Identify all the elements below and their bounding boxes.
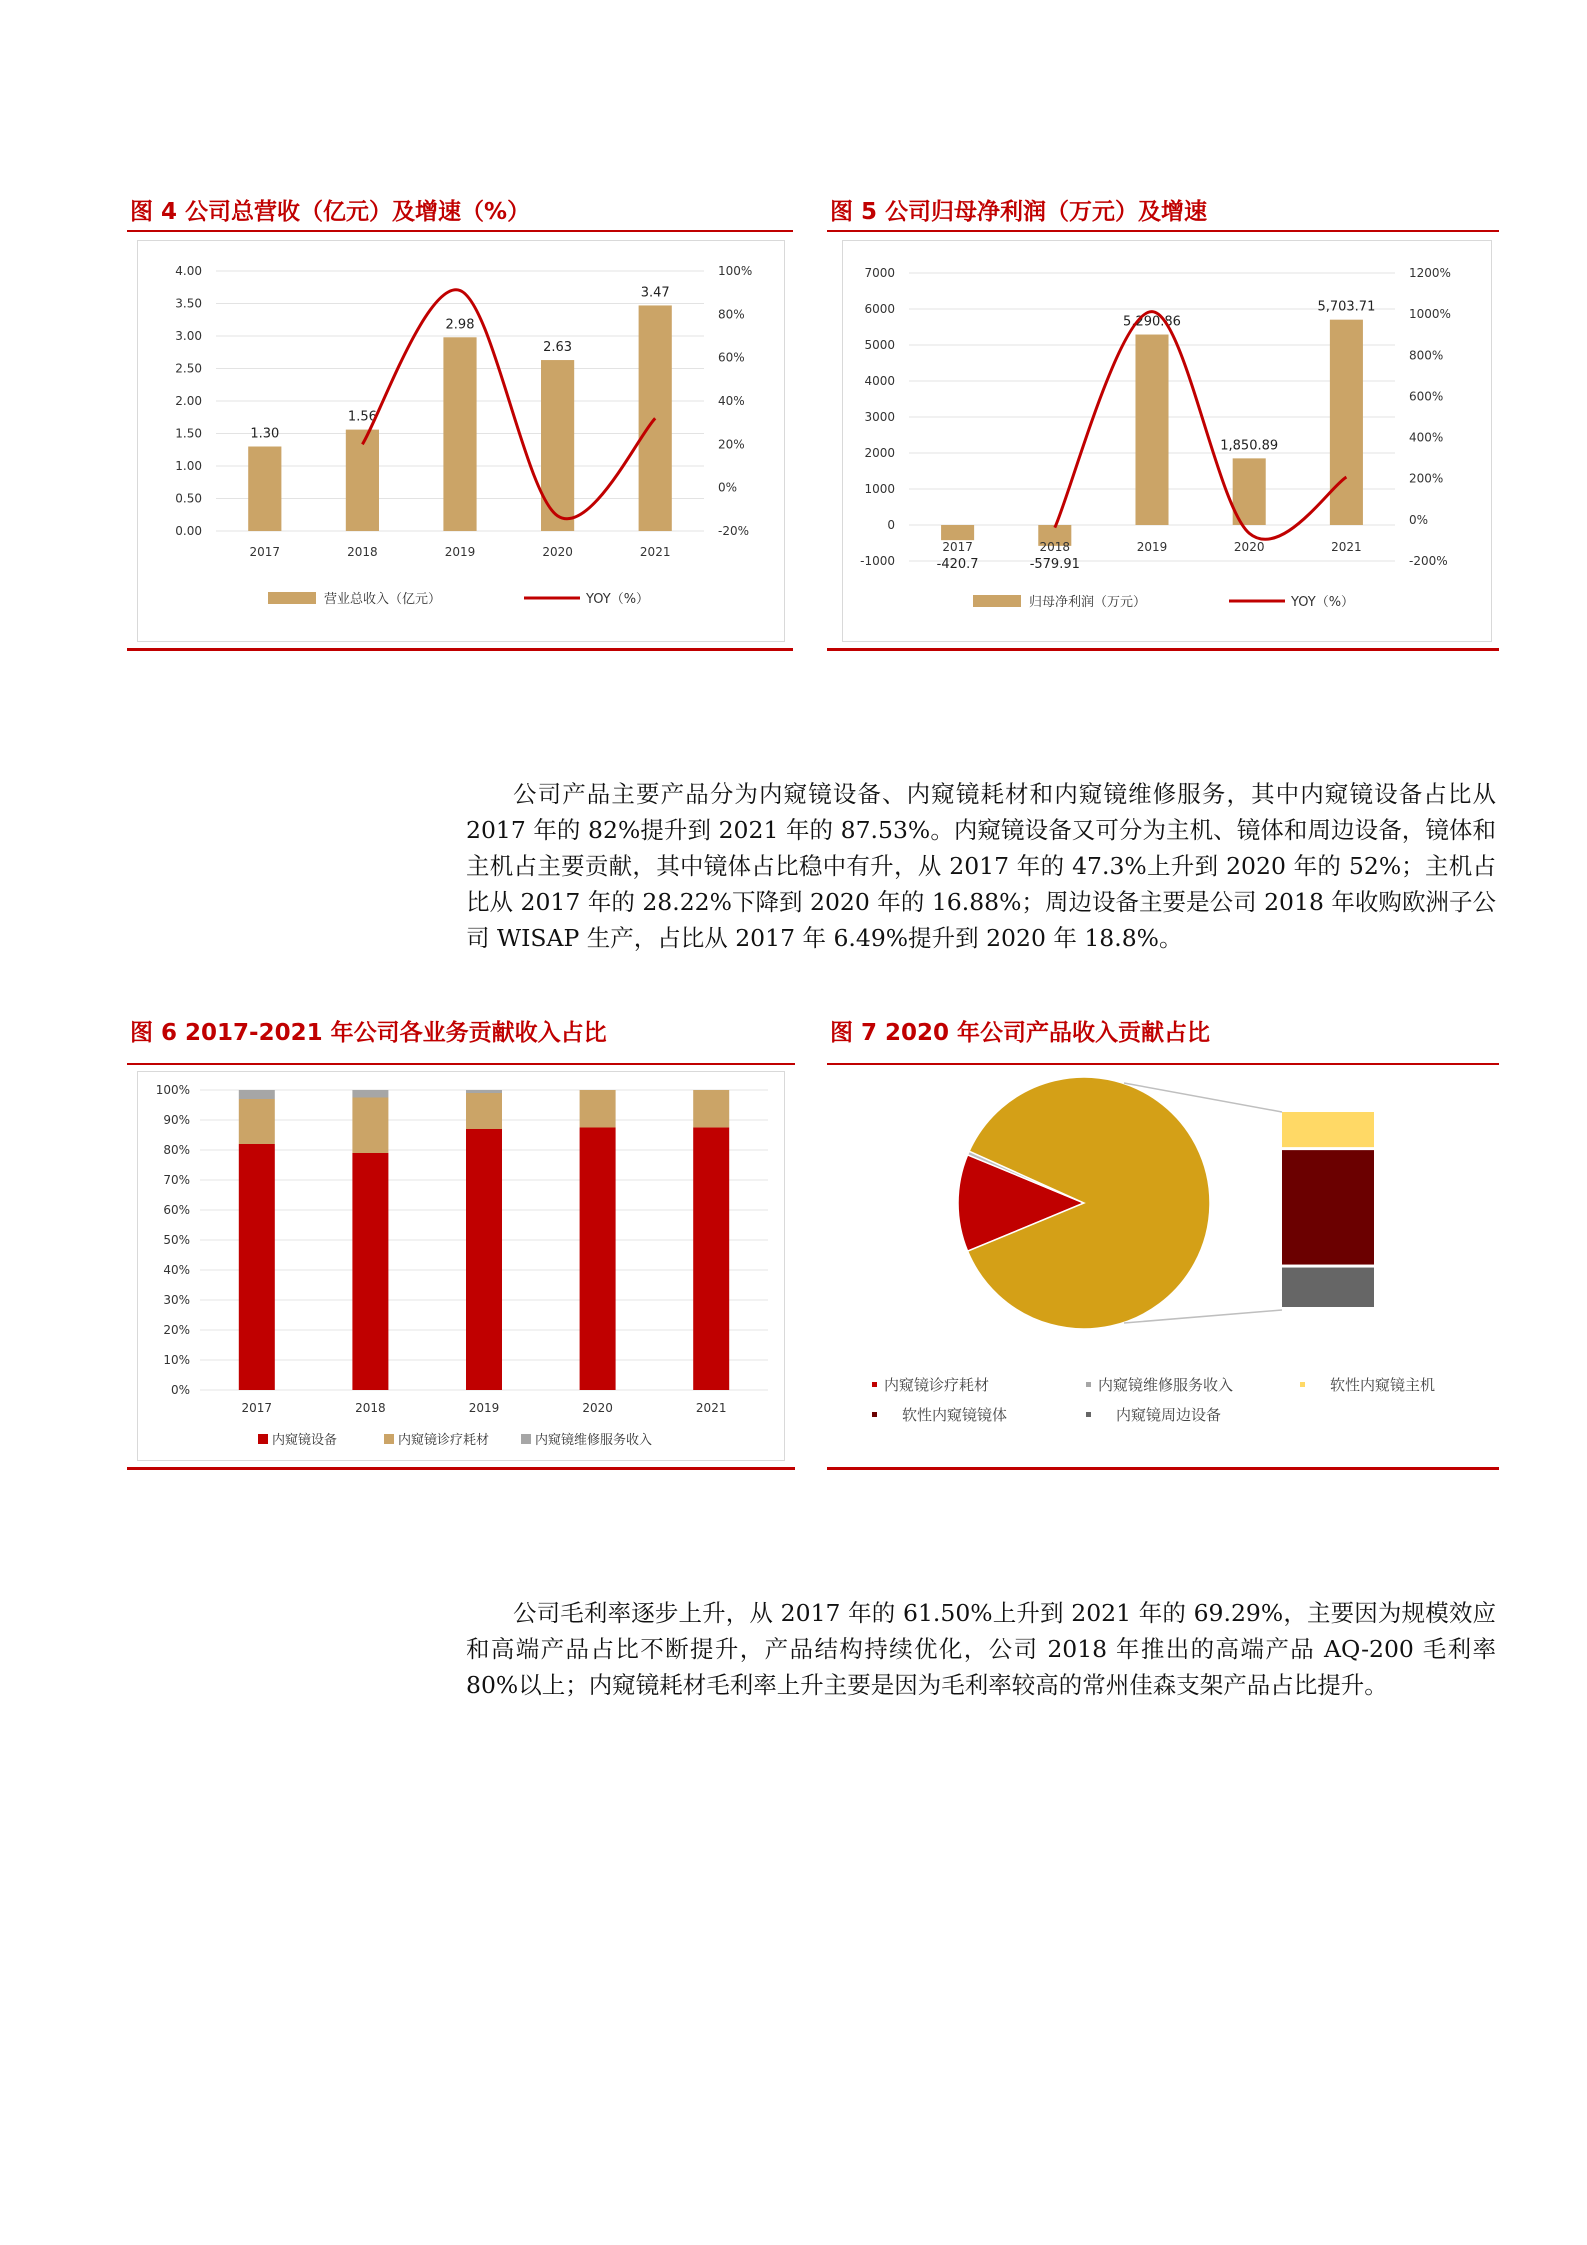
fig6-bar-segment (580, 1090, 616, 1128)
fig7-legend-label: 软性内窥镜镜体 (902, 1406, 1008, 1424)
fig4-y2-tick: 80% (718, 307, 745, 322)
fig5-y2-tick: 600% (1409, 389, 1444, 404)
fig6-legend-swatch (258, 1434, 268, 1444)
fig5-y2-tick: 400% (1409, 430, 1444, 445)
paragraph-2-text: 公司毛利率逐步上升，从 2017 年的 61.50%上升到 2021 年的 69.29%，主要因为规模效应和高端产品占比不断提升，产品结构持续优化，公司 2018 年推出的高端产品 AQ-200 毛利率 80%以上；内窥镜耗材毛利率上升主要是因为毛利率较高的常州佳森支架产品占比提升。 (466, 1599, 1496, 1699)
body-paragraph-1 (466, 776, 1496, 956)
fig6-bar-segment (580, 1128, 616, 1391)
fig6-bar-segment (693, 1090, 729, 1127)
fig6-bar-segment (352, 1153, 388, 1390)
fig6-y-tick: 20% (163, 1323, 190, 1337)
fig6-chart (137, 1071, 785, 1461)
fig4-y-tick: 2.50 (175, 361, 202, 376)
fig5-y2-tick: 1000% (1409, 307, 1451, 322)
fig4-y2-tick: 60% (718, 350, 745, 365)
fig5-bar-label: -420.7 (936, 557, 979, 572)
fig5-x-tick: 2020 (1233, 540, 1265, 554)
fig6-x-tick: 2020 (582, 1401, 613, 1415)
fig6-y-tick: 70% (163, 1173, 190, 1187)
fig6-y-tick: 50% (163, 1233, 190, 1247)
fig6-legend-swatch (384, 1434, 394, 1444)
fig5-y-tick: -1000 (860, 554, 895, 568)
fig4-y-tick: 0.00 (175, 524, 202, 538)
fig6-y-tick: 10% (163, 1353, 190, 1367)
fig7-title: 图 7 2020 年公司产品收入贡献占比 (830, 1020, 1211, 1046)
fig6-bar-segment (239, 1090, 275, 1099)
fig4-bar (541, 360, 574, 531)
fig5-y-tick: 2000 (864, 446, 895, 460)
fig5-yoy-line (1055, 312, 1347, 540)
fig4-bar-label: 2.98 (445, 317, 475, 333)
fig4-bar (248, 447, 281, 532)
fig5-y2-tick: 1200% (1409, 266, 1451, 280)
fig7-legend-label: 内窥镜维修服务收入 (1098, 1376, 1234, 1394)
fig4-y-tick: 4.00 (175, 264, 202, 278)
fig7-top-rule (827, 1063, 1499, 1065)
fig5-x-tick: 2021 (1331, 540, 1362, 554)
fig6-y-tick: 40% (163, 1263, 190, 1277)
fig7-svg (834, 1072, 1494, 1460)
fig4-bottom-rule (127, 648, 793, 651)
fig6-legend-label: 内窥镜诊疗耗材 (398, 1433, 490, 1448)
fig7-breakdown-segment (1282, 1112, 1374, 1147)
fig7-legend-label: 软性内窥镜主机 (1330, 1376, 1436, 1394)
fig4-bar (443, 337, 476, 531)
fig4-y2-tick: 20% (718, 437, 745, 452)
fig5-y2-tick: 200% (1409, 471, 1444, 486)
fig6-legend-swatch (521, 1434, 531, 1444)
fig4-x-tick: 2021 (639, 545, 671, 559)
fig6-y-tick: 80% (163, 1143, 190, 1157)
fig5-y2-tick: 0% (1409, 512, 1429, 527)
fig6-bar-segment (466, 1129, 502, 1390)
fig6-bar-segment (466, 1090, 502, 1093)
fig5-y-tick: 7000 (864, 266, 895, 280)
fig5-y-tick: 0 (887, 518, 895, 532)
fig6-y-tick: 0% (170, 1383, 190, 1397)
fig5-bar (1330, 320, 1363, 525)
fig7-legend-swatch (872, 1412, 877, 1417)
fig5-svg (843, 241, 1491, 641)
fig5-bottom-rule (827, 648, 1499, 651)
fig6-bar-segment (239, 1144, 275, 1390)
fig4-y2-tick: 0% (718, 480, 738, 495)
fig4-y-tick: 2.00 (175, 394, 202, 408)
fig5-y-tick: 5000 (864, 338, 895, 352)
fig4-y-tick: 1.50 (175, 426, 202, 441)
fig6-title: 图 6 2017-2021 年公司各业务贡献收入占比 (130, 1020, 607, 1046)
fig5-y2-tick: -200% (1409, 554, 1448, 568)
fig4-y-tick: 3.50 (175, 296, 202, 311)
fig6-legend-label: 内窥镜设备 (272, 1433, 338, 1448)
fig6-bar-segment (466, 1093, 502, 1129)
fig5-bar (941, 525, 974, 540)
fig6-top-rule (127, 1063, 795, 1065)
fig4-y-tick: 0.50 (175, 491, 202, 506)
fig4-legend-swatch-bar (268, 592, 316, 604)
fig5-bar-label: 1,850.89 (1220, 438, 1279, 454)
fig5-bar (1135, 335, 1168, 525)
fig4-x-tick: 2019 (444, 545, 476, 559)
fig5-y-tick: 1000 (864, 482, 895, 496)
fig4-y-tick: 3.00 (175, 329, 202, 343)
fig7-breakdown-segment (1282, 1150, 1374, 1264)
fig5-y-tick: 6000 (864, 302, 895, 316)
fig4-x-tick: 2020 (542, 545, 573, 559)
fig4-top-rule (127, 230, 793, 232)
fig4-yoy-line (362, 290, 655, 519)
fig5-bar-label: -579.91 (1029, 557, 1080, 572)
fig5-x-tick: 2018 (1039, 540, 1071, 554)
fig4-title: 图 4 公司总营收（亿元）及增速（%） (130, 199, 531, 225)
fig7-legend-label: 内窥镜周边设备 (1116, 1406, 1222, 1424)
fig4-y2-tick: -20% (718, 524, 750, 538)
fig7-legend-swatch (1300, 1382, 1305, 1387)
fig7-bottom-rule (827, 1467, 1499, 1470)
fig5-legend-line-label: YOY（%） (1291, 595, 1355, 610)
fig7-legend-swatch (1086, 1412, 1091, 1417)
fig6-y-tick: 30% (163, 1293, 190, 1307)
fig4-x-tick: 2017 (249, 545, 281, 559)
fig5-y2-tick: 800% (1409, 348, 1444, 363)
fig4-x-tick: 2018 (347, 545, 378, 559)
fig6-bottom-rule (127, 1467, 795, 1470)
fig6-bar-segment (352, 1098, 388, 1154)
fig4-svg (138, 241, 784, 641)
fig6-y-tick: 100% (155, 1083, 190, 1097)
fig6-x-tick: 2018 (355, 1401, 386, 1415)
fig5-y-tick: 3000 (864, 410, 895, 424)
fig7-breakdown-segment (1282, 1268, 1374, 1307)
fig6-x-tick: 2017 (241, 1401, 273, 1415)
fig7-legend-swatch (872, 1382, 877, 1387)
fig5-top-rule (827, 230, 1499, 232)
fig6-y-tick: 90% (163, 1113, 190, 1127)
fig4-y2-tick: 100% (718, 264, 753, 278)
fig7-chart (833, 1071, 1495, 1461)
fig4-bar-label: 1.30 (250, 426, 280, 442)
fig6-x-tick: 2019 (468, 1401, 500, 1415)
fig5-x-tick: 2019 (1136, 540, 1168, 554)
fig5-bar-label: 5,290.86 (1123, 314, 1181, 330)
fig4-bar-label: 1.56 (347, 409, 377, 425)
fig6-x-tick: 2021 (695, 1401, 727, 1415)
fig6-bar-segment (693, 1127, 729, 1390)
fig4-bar (346, 430, 379, 531)
fig4-bar-label: 2.63 (543, 340, 573, 356)
fig5-title: 图 5 公司归母净利润（万元）及增速 (830, 199, 1208, 225)
fig5-y-tick: 4000 (864, 374, 895, 388)
fig6-bar-segment (352, 1090, 388, 1098)
fig6-legend-label: 内窥镜维修服务收入 (535, 1433, 653, 1448)
fig7-legend-swatch (1086, 1382, 1091, 1387)
fig5-chart (842, 240, 1492, 642)
fig5-x-tick: 2017 (942, 540, 973, 554)
fig4-y2-tick: 40% (718, 394, 745, 408)
fig4-y-tick: 1.00 (175, 459, 202, 473)
fig4-legend-line-label: YOY（%） (586, 592, 650, 607)
fig6-svg (138, 1072, 784, 1460)
fig4-legend-bar-label: 营业总收入（亿元） (324, 592, 442, 607)
fig5-legend-swatch-bar (973, 595, 1021, 607)
body-paragraph-2 (466, 1595, 1496, 1703)
fig4-bar (639, 305, 672, 531)
fig6-y-tick: 60% (163, 1203, 190, 1217)
fig6-bar-segment (239, 1099, 275, 1144)
fig4-bar-label: 3.47 (640, 285, 670, 301)
fig5-legend-bar-label: 归母净利润（万元） (1029, 595, 1147, 610)
paragraph-1-text: 公司产品主要产品分为内窥镜设备、内窥镜耗材和内窥镜维修服务，其中内窥镜设备占比从 2017 年的 82%提升到 2021 年的 87.53%。内窥镜设备又可分为主机、镜体和周边设备，镜体和主机占主要贡献，其中镜体占比稳中有升，从 2017 年的 47.3%上升到 2020 年的 52%；主机占比从 2017 年的 28.22%下降到 2020 年的 16.88%；周边设备主要是公司 2018 年收购欧洲子公司 WISAP 生产，占比从 2017 年 6.49%提升到 2020 年 18.8%。 (466, 780, 1496, 952)
fig4-chart (137, 240, 785, 642)
fig5-bar-label: 5,703.71 (1317, 299, 1376, 315)
fig7-legend-label: 内窥镜诊疗耗材 (884, 1376, 990, 1394)
